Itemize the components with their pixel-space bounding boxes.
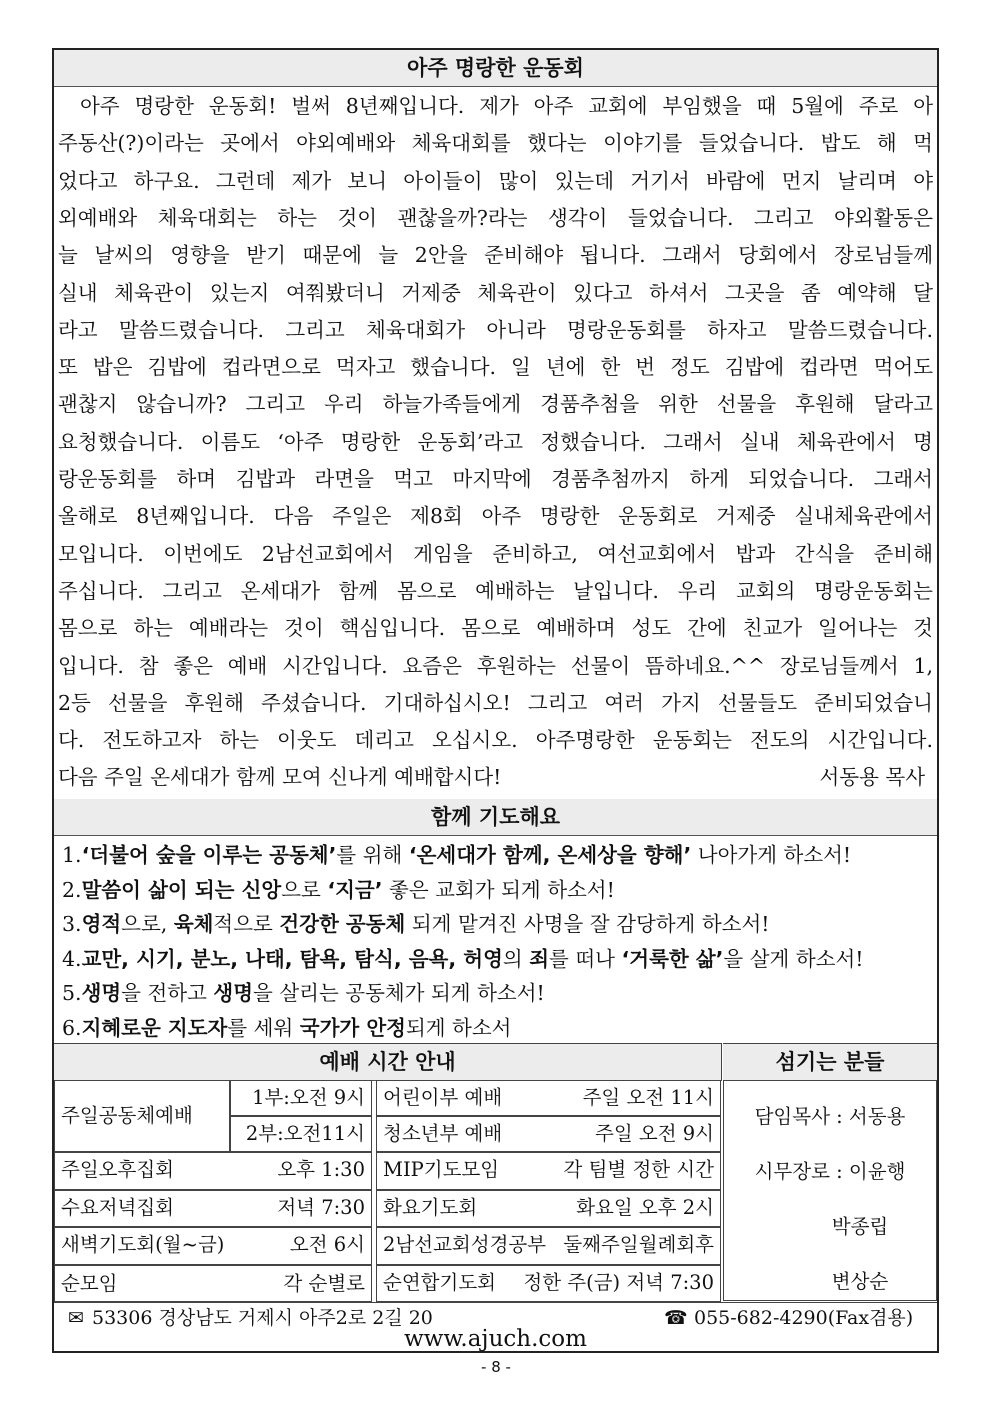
schedule-name: 주일오후집회 — [61, 1158, 175, 1181]
article-line: 괜찮지 않습니까? 그리고 우리 하늘가족들에게 경품추첨을 위한 선물을 후원해 달라고 — [58, 392, 933, 417]
schedule-time: 2부:오전11시 — [245, 1122, 365, 1145]
schedule-name: 순모임 — [61, 1271, 118, 1295]
schedule-name: 어린이부 예배 — [383, 1086, 503, 1109]
schedule-cell — [54, 1227, 372, 1265]
prayer-item — [62, 873, 929, 908]
schedule-name: 청소년부 예배 — [383, 1122, 503, 1145]
article-line: 모입니다. 이번에도 2남선교회에서 게임을 준비하고, 여선교회에서 밥과 간식을 준비해 — [58, 541, 933, 566]
article-line: 었다고 하구요. 그런데 제가 보니 아이들이 많이 있는데 거기서 바람에 먼지 날리며 야 — [58, 168, 933, 193]
servant-line: 담임목사 : 서동용 — [754, 1105, 906, 1128]
prayer-emphasis: ‘더불어 숲을 이루는 공동체’ — [81, 843, 337, 867]
schedule-cell — [376, 1080, 721, 1116]
prayer-item — [62, 976, 929, 1011]
schedule-time: 저녁 7:30 — [277, 1195, 365, 1219]
schedule-time: 1부:오전 9시 — [252, 1086, 365, 1109]
prayer-item — [62, 907, 929, 942]
prayer-text: 1. — [62, 843, 82, 867]
article-line: 입니다. 참 좋은 예배 시간입니다. 요즘은 후원하는 선물이 뜸하네요.^^ 장로님들께서 1, — [58, 653, 933, 678]
prayer-text: 를 위해 — [336, 843, 409, 867]
prayer-text: 좋은 교회가 되게 하소서! — [382, 877, 615, 902]
schedule-title: 예배 시간 안내 — [54, 1043, 722, 1081]
prayer-text: 2. — [62, 877, 82, 902]
article-line: 다. 전도하고자 하는 이웃도 데리고 오십시오. 아주명랑한 운동회는 전도의 시간입니다. — [58, 728, 933, 753]
article-line: 늘 날씨의 영향을 받기 때문에 늘 2안을 준비해야 됩니다. 그래서 당회에서 장로님들께 — [58, 243, 933, 268]
prayer-emphasis: ‘지금’ — [327, 877, 383, 902]
prayer-title: 함께 기도해요 — [54, 799, 937, 836]
schedule-time: 화요일 오후 2시 — [576, 1195, 714, 1219]
prayer-emphasis: ‘거룩한 삶’ — [621, 946, 724, 971]
prayer-text: 을 전하고 — [121, 981, 214, 1005]
prayer-emphasis: 교만, 시기, 분노, 나태, 탐욕, 탐식, 음욕, 허영 — [81, 946, 503, 971]
prayer-emphasis: 죄 — [529, 946, 550, 971]
schedule-time: 주일 오전 11시 — [582, 1086, 714, 1109]
prayer-emphasis: 말씀이 삶이 되는 신앙 — [81, 877, 282, 902]
schedule-name: MIP기도모임 — [383, 1158, 500, 1181]
schedule-cell — [376, 1227, 721, 1265]
schedule-cell — [230, 1080, 372, 1116]
schedule-cell — [54, 1190, 372, 1228]
article-line: 요청했습니다. 이름도 ‘아주 명랑한 운동회’라고 정했습니다. 그래서 실내 체육관에서 명 — [58, 429, 933, 454]
prayer-text: 으로 — [281, 877, 328, 902]
prayer-emphasis: 영적 — [81, 912, 122, 936]
schedule-cell — [376, 1190, 721, 1228]
schedule-time: 오전 6시 — [289, 1233, 365, 1256]
schedule-time: 둘째주일월례회후 — [563, 1233, 714, 1256]
schedule-time: 주일 오전 9시 — [595, 1122, 714, 1145]
schedule-cell — [54, 1152, 372, 1190]
schedule-name: 2남선교회성경공부 — [383, 1233, 547, 1256]
prayer-text: 되게 하소서 — [405, 1015, 512, 1040]
prayer-emphasis: ‘온세대가 함께, 온세상을 향해’ — [408, 843, 692, 867]
prayer-text: 5. — [62, 981, 82, 1005]
schedule-name: 주일공동체예배 — [61, 1104, 193, 1127]
schedule-cell — [376, 1265, 721, 1303]
schedule-cell — [376, 1116, 721, 1152]
prayer-text: 3. — [62, 912, 82, 936]
prayer-emphasis: 건강한 공동체 — [279, 912, 406, 936]
schedule-name: 새벽기도회(월~금) — [61, 1233, 225, 1256]
schedule-name: 수요저녁집회 — [61, 1195, 175, 1219]
article-line: 몸으로 하는 예배라는 것이 핵심입니다. 몸으로 예배하며 성도 간에 친교가 일어나는 것 — [58, 616, 933, 641]
schedule-time: 정한 주(금) 저녁 7:30 — [523, 1270, 714, 1294]
article-line: 올해로 8년째입니다. 다음 주일은 제8회 아주 명랑한 운동회로 거제중 실내체육관에서 — [58, 504, 933, 529]
servant-line: 박종립 — [831, 1215, 889, 1238]
prayer-text: 되게 맡겨진 사명을 잘 감당하게 하소서! — [405, 912, 770, 936]
servants-box — [723, 1080, 937, 1301]
phone: 055-682-4290(Fax겸용) — [694, 1307, 914, 1329]
prayer-text: 나아가게 하소서! — [691, 843, 852, 867]
prayer-text: 을 살리는 공동체가 되게 하소서! — [253, 981, 545, 1005]
servant-line: 시무장로 : 이윤행 — [754, 1160, 906, 1183]
article-line: 2등 선물을 후원해 주셨습니다. 기대하십시오! 그리고 여러 가지 선물들도 준비되었습니 — [58, 690, 933, 715]
schedule-section — [54, 1043, 937, 1301]
article-line: 라고 말씀드렸습니다. 그리고 체육대회가 아니라 명랑운동회를 하자고 말씀드렸습니다. — [58, 317, 933, 342]
servant-line: 변상순 — [831, 1270, 889, 1293]
prayer-text: 를 떠나 — [549, 946, 622, 971]
prayer-emphasis: 생명 — [213, 981, 254, 1005]
schedule-cell — [230, 1116, 372, 1152]
article-line: 실내 체육관이 있는지 여쭤봤더니 거제중 체육관이 있다고 하셔서 그곳을 좀 예약해 달 — [58, 280, 933, 305]
schedule-cell — [376, 1152, 721, 1190]
prayer-emphasis: 지혜로운 지도자 — [81, 1015, 228, 1040]
prayer-emphasis: 국가가 안정 — [299, 1015, 406, 1040]
prayer-text: 의 — [502, 946, 530, 971]
article-line: 주동산(?)이라는 곳에서 야외예배와 체육대회를 했다는 이야기를 들었습니다. 밥도 해 먹 — [58, 131, 933, 156]
schedule-time: 각 순별로 — [283, 1271, 365, 1295]
prayer-text: 적으로 — [213, 912, 280, 936]
article-line: 아주 명랑한 운동회! 벌써 8년째입니다. 제가 아주 교회에 부임했을 때 5월에 주로 아 — [80, 94, 933, 118]
article-title: 아주 명랑한 운동회 — [54, 50, 937, 87]
schedule-cell — [54, 1265, 372, 1302]
article-line: 다음 주일 온세대가 함께 모여 신나게 예배합시다! 서동용 목사 — [58, 759, 933, 796]
article-line: 랑운동회를 하며 김밥과 라면을 먹고 마지막에 경품추첨까지 하게 되었습니다. 그래서 — [58, 467, 933, 491]
prayer-text: 을 살게 하소서! — [723, 946, 864, 971]
address: 53306 경상남도 거제시 아주2로 2길 20 — [92, 1307, 433, 1329]
signature: 서동용 목사 — [819, 765, 925, 790]
prayer-emphasis: 육체 — [173, 912, 214, 936]
prayer-item — [62, 838, 929, 873]
prayer-text: 4. — [62, 946, 82, 971]
prayer-emphasis: 생명 — [81, 981, 122, 1005]
schedule-cell — [54, 1080, 230, 1152]
phone-icon: ☎ — [664, 1307, 688, 1329]
article-line: 외예배와 체육대회는 하는 것이 괜찮을까?라는 생각이 들었습니다. 그리고 야외활동은 — [58, 205, 933, 230]
bulletin-page — [52, 48, 939, 1353]
mail-icon: ✉ — [68, 1307, 84, 1329]
prayer-item — [62, 942, 929, 977]
schedule-name: 순연합기도회 — [383, 1270, 497, 1294]
schedule-time: 오후 1:30 — [277, 1158, 365, 1181]
prayer-text: 를 세워 — [227, 1015, 300, 1040]
servants-title: 섬기는 분들 — [723, 1043, 937, 1081]
prayer-text: 6. — [62, 1015, 82, 1040]
prayer-item — [62, 1011, 929, 1046]
website-link[interactable]: www.ajuch.com — [404, 1326, 587, 1352]
page-number: - 8 - — [481, 1358, 511, 1376]
schedule-time: 각 팀별 정한 시간 — [563, 1158, 714, 1181]
article-line: 주십니다. 그리고 온세대가 함께 몸으로 예배하는 날입니다. 우리 교회의 명랑운동회는 — [58, 578, 933, 603]
schedule-name: 화요기도회 — [383, 1195, 478, 1219]
article-line: 또 밥은 김밥에 컵라면으로 먹자고 했습니다. 일 년에 한 번 정도 김밥에 컵라면 먹어도 — [58, 355, 933, 380]
prayer-text: 으로, — [121, 912, 174, 936]
